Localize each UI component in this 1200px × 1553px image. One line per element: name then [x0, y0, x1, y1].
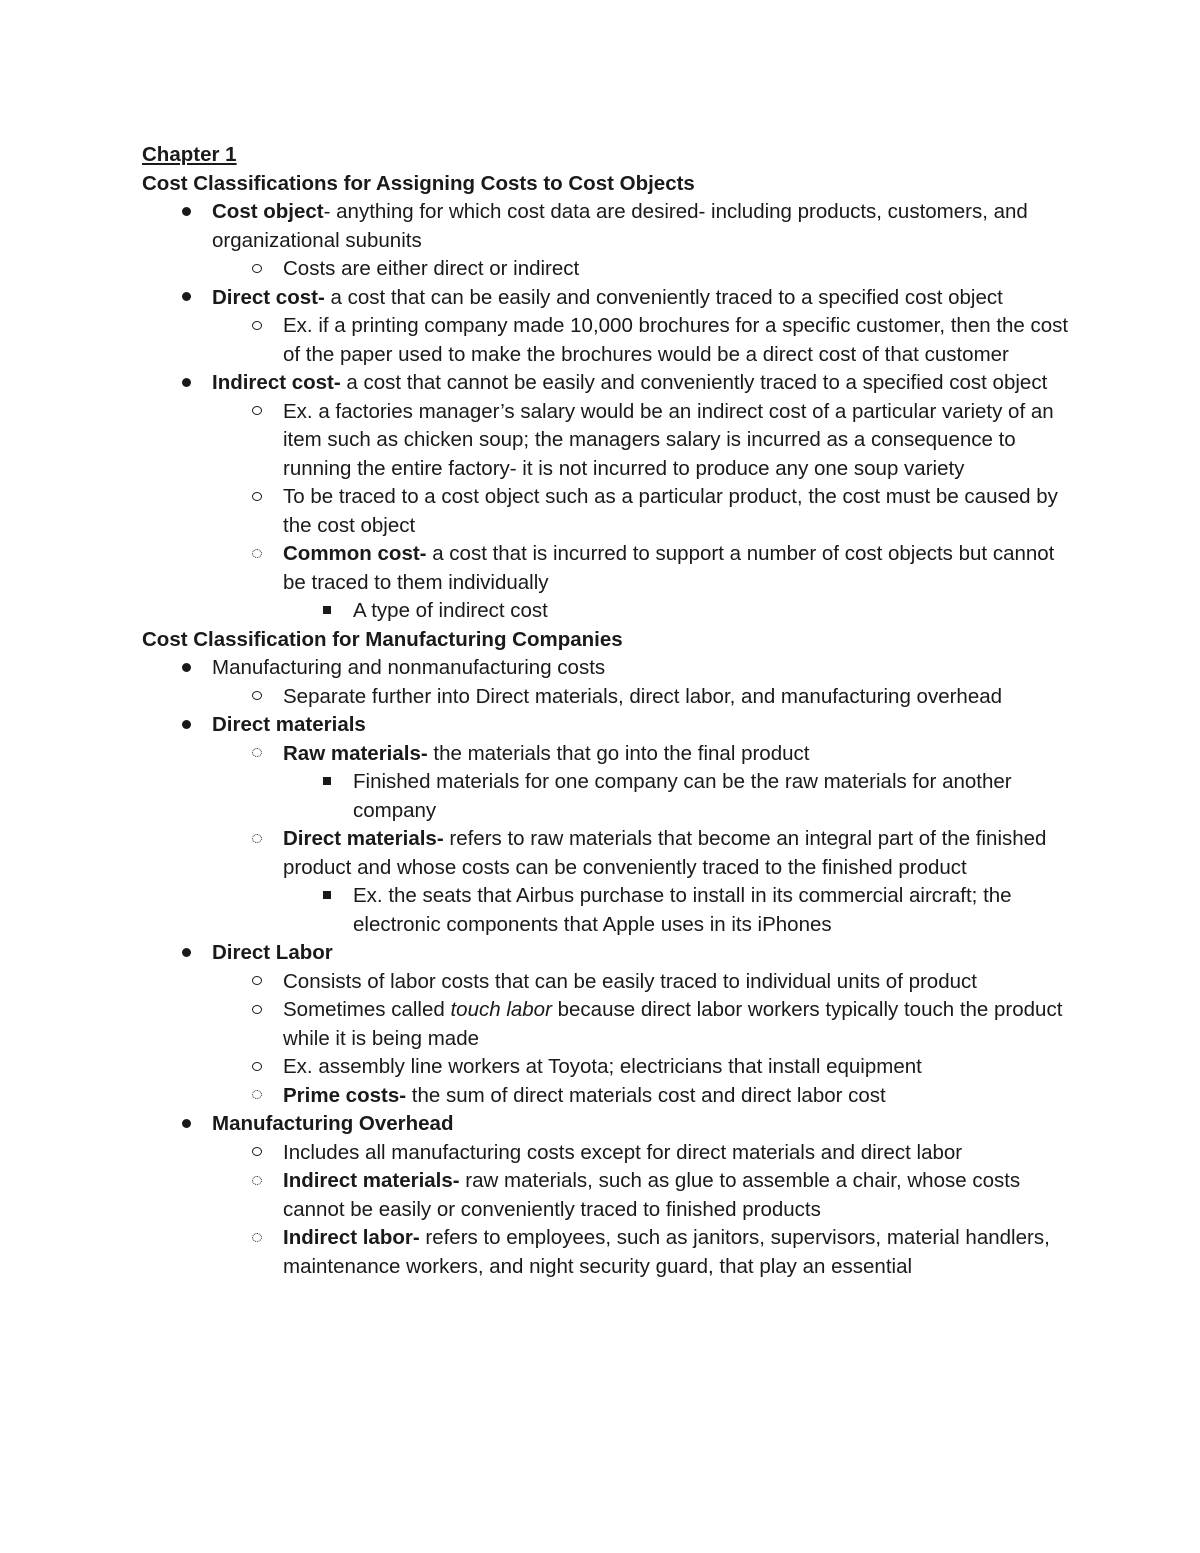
bullet-dot-icon [176, 711, 196, 740]
list-item: Raw materials- the materials that go into the final product [283, 740, 1082, 769]
bullet-square-icon [317, 597, 337, 626]
bullet-ring-icon [247, 683, 267, 712]
bullet-dot-icon [176, 654, 196, 683]
list-item: Ex. the seats that Airbus purchase to install in its commercial aircraft; the electronic components that Apple uses in its iPhones [353, 882, 1082, 939]
bullet-ring-icon [247, 483, 267, 512]
section-heading: Cost Classifications for Assigning Costs to Cost Objects [142, 171, 695, 195]
list-item: Ex. a factories manager’s salary would be an indirect cost of a particular variety of an item such as chicken soup; the managers salary is incurred as a consequence to running the entire factory- it is not incurred to produce any one soup variety [283, 398, 1082, 484]
bullet-ring-icon [247, 1139, 267, 1168]
document-body [142, 141, 1082, 1281]
list-item: Indirect labor- refers to employees, such as janitors, supervisors, material handlers, maintenance workers, and night security guard, that play an essential [283, 1224, 1082, 1281]
bullet-dot-icon [176, 369, 196, 398]
list-item: To be traced to a cost object such as a particular product, the cost must be caused by the cost object [283, 483, 1082, 540]
bullet-dotted-ring-icon [247, 540, 267, 569]
bullet-ring-icon [247, 398, 267, 427]
list-item: Ex. assembly line workers at Toyota; electricians that install equipment [283, 1053, 1082, 1082]
bullet-square-icon [317, 768, 337, 797]
bullet-ring-icon [247, 255, 267, 284]
list-item: Direct cost- a cost that can be easily and conveniently traced to a specified cost object [212, 284, 1082, 313]
list-item: Indirect materials- raw materials, such as glue to assemble a chair, whose costs cannot be easily or conveniently traced to finished products [283, 1167, 1082, 1224]
list-item: Manufacturing and nonmanufacturing costs [212, 654, 1082, 683]
bullet-dotted-ring-icon [247, 1082, 267, 1111]
list-item: Costs are either direct or indirect [283, 255, 1082, 284]
list-item: Prime costs- the sum of direct materials cost and direct labor cost [283, 1082, 1082, 1111]
list-item: A type of indirect cost [353, 597, 1082, 626]
list-item: Direct Labor [212, 939, 1082, 968]
bullet-dot-icon [176, 939, 196, 968]
chapter-title: Chapter 1 [142, 143, 237, 166]
list-item: Ex. if a printing company made 10,000 brochures for a specific customer, then the cost of the paper used to make the brochures would be a direct cost of that customer [283, 312, 1082, 369]
list-item: Separate further into Direct materials, direct labor, and manufacturing overhead [283, 683, 1082, 712]
bullet-ring-icon [247, 968, 267, 997]
bullet-dot-icon [176, 284, 196, 313]
bullet-dotted-ring-icon [247, 1224, 267, 1253]
list-item: Manufacturing Overhead [212, 1110, 1082, 1139]
list-item: Common cost- a cost that is incurred to support a number of cost objects but cannot be traced to them individually [283, 540, 1082, 597]
list-item: Direct materials [212, 711, 1082, 740]
bullet-ring-icon [247, 1053, 267, 1082]
list-item: Includes all manufacturing costs except for direct materials and direct labor [283, 1139, 1082, 1168]
bullet-ring-icon [247, 996, 267, 1025]
bullet-square-icon [317, 882, 337, 911]
bullet-dot-icon [176, 1110, 196, 1139]
list-item: Direct materials- refers to raw materials that become an integral part of the finished product and whose costs can be conveniently traced to the finished product [283, 825, 1082, 882]
bullet-dotted-ring-icon [247, 740, 267, 769]
list-item: Indirect cost- a cost that cannot be easily and conveniently traced to a specified cost object [212, 369, 1082, 398]
list-item: Finished materials for one company can be the raw materials for another company [353, 768, 1082, 825]
list-item: Consists of labor costs that can be easily traced to individual units of product [283, 968, 1082, 997]
bullet-dotted-ring-icon [247, 825, 267, 854]
list-item: Cost object- anything for which cost data are desired- including products, customers, and organizational subunits [212, 198, 1082, 255]
section-heading: Cost Classification for Manufacturing Companies [142, 627, 623, 651]
bullet-dot-icon [176, 198, 196, 227]
bullet-dotted-ring-icon [247, 1167, 267, 1196]
bullet-ring-icon [247, 312, 267, 341]
list-item: Sometimes called touch labor because direct labor workers typically touch the product while it is being made [283, 996, 1082, 1053]
